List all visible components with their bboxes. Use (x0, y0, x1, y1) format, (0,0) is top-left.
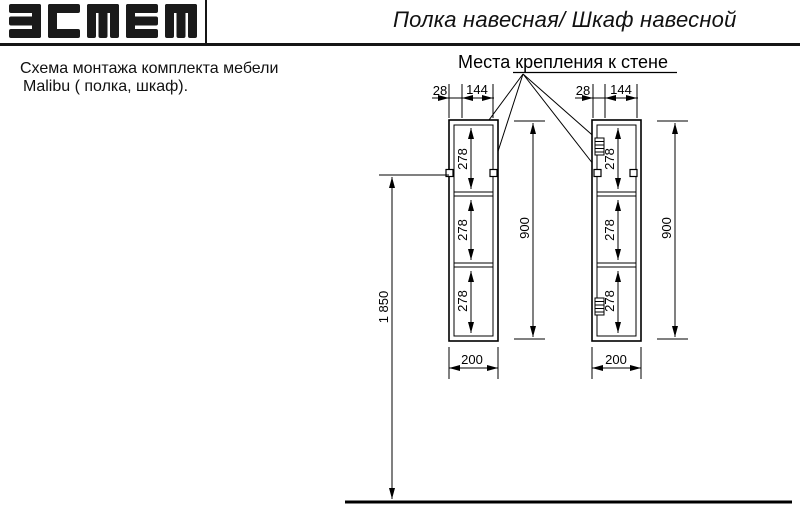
mounting-points-label: Места крепления к стене (457, 52, 669, 72)
dim-spacing-right: 144 (610, 82, 632, 97)
dim-1850: 1 850 (376, 290, 391, 324)
dim-section-2-left: 278 (455, 219, 470, 241)
dim-section-3-right: 278 (602, 290, 617, 312)
dim-section-2-right: 278 (602, 219, 617, 241)
description-line-1: Схема монтажа комплекта мебели (20, 60, 279, 77)
dim-offset-left: 28 (432, 83, 448, 98)
dim-section-1-left: 278 (455, 148, 470, 170)
dim-floor-height (379, 175, 449, 499)
dim-900-left: 900 (517, 217, 532, 239)
page-title: Полка навесная/ Шкаф навесной (393, 7, 737, 32)
dim-section-1-right: 278 (602, 148, 617, 170)
dim-200-right: 200 (605, 352, 627, 367)
mount-point-right-unit-right (630, 170, 637, 177)
dim-offset-right: 28 (575, 83, 591, 98)
dim-spacing-left: 144 (466, 82, 488, 97)
dim-900-right: 900 (659, 217, 674, 239)
mount-point-right-unit-left (594, 170, 601, 177)
dim-200-left: 200 (461, 352, 483, 367)
description-line-2: Malibu ( полка, шкаф). (23, 78, 189, 95)
mount-point-left-unit-right (490, 170, 497, 177)
dim-section-3-left: 278 (455, 290, 470, 312)
